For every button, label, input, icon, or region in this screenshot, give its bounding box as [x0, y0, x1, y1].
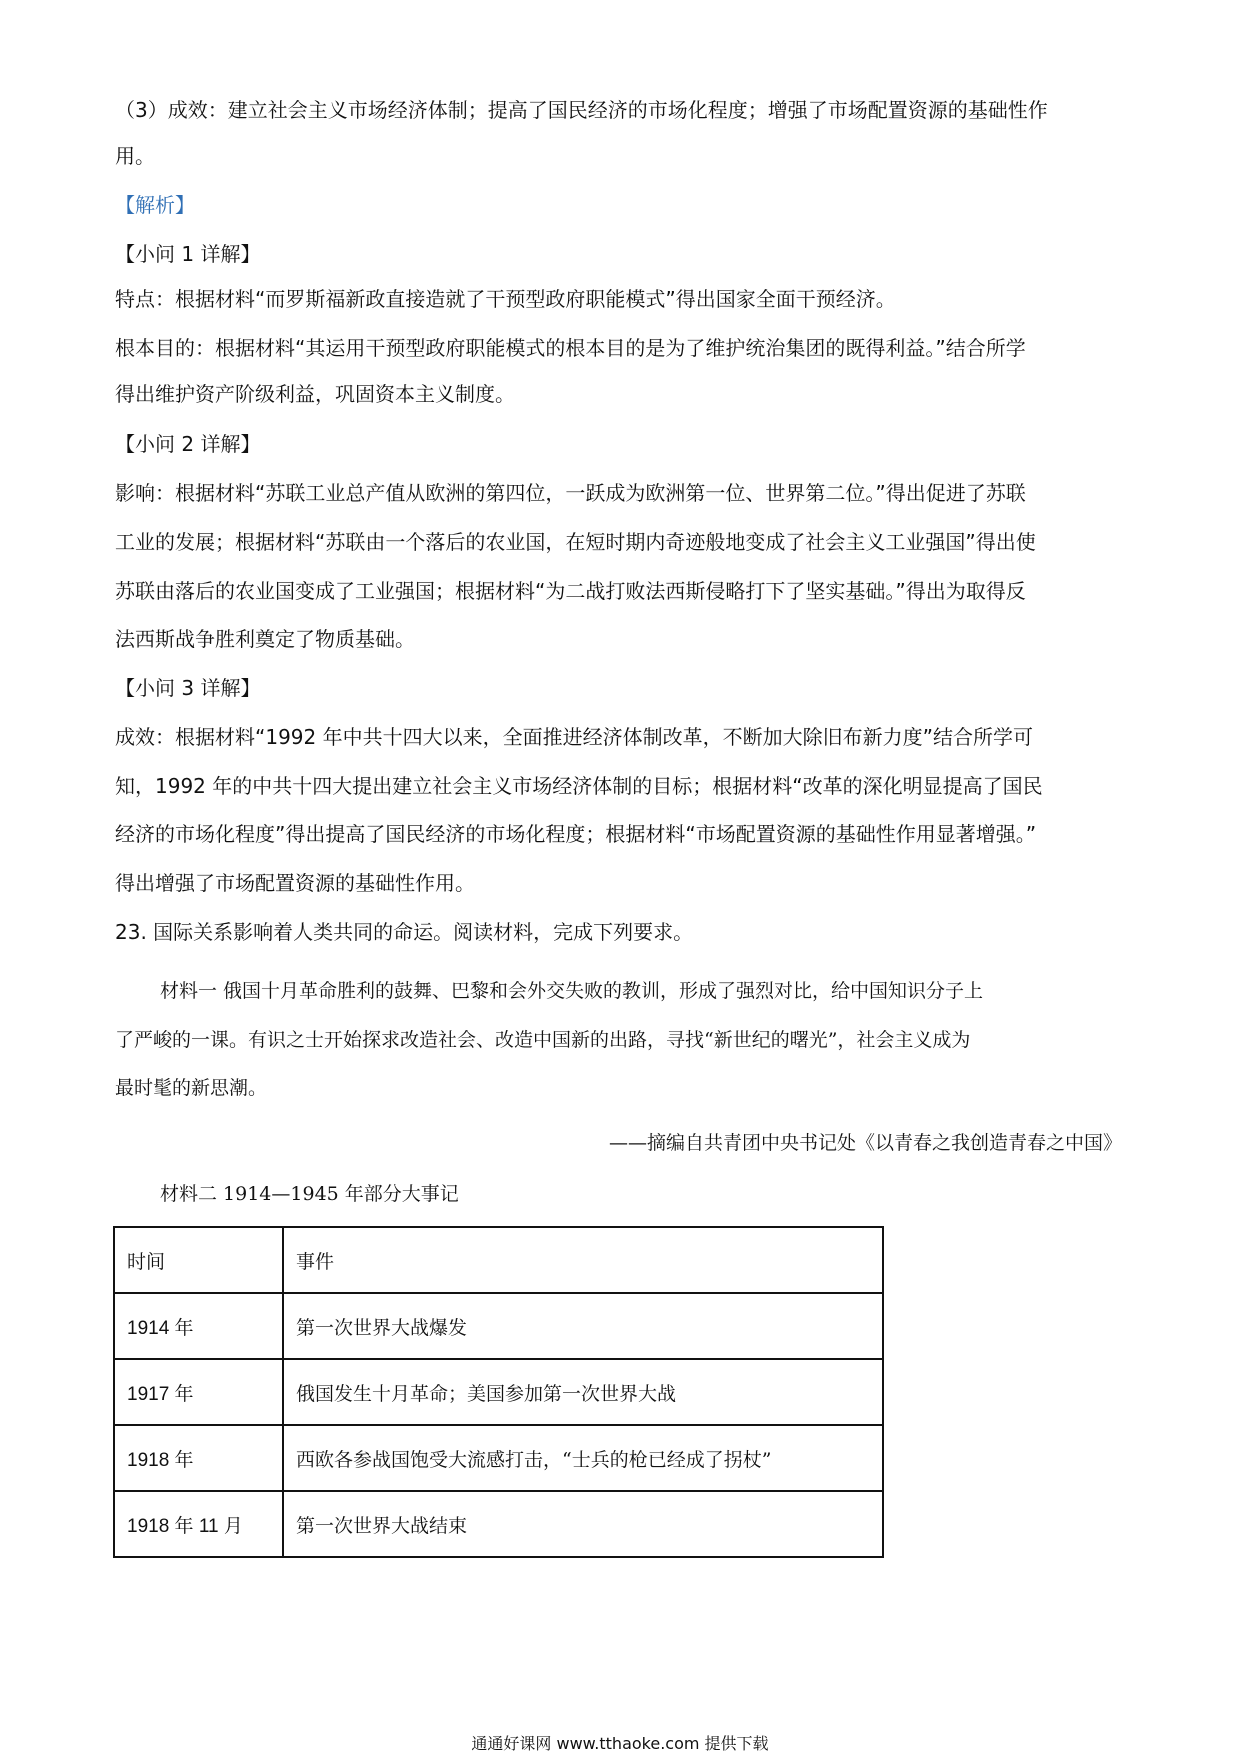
answer-line-2: 用。: [115, 144, 155, 168]
material1-source: ——摘编自共青团中央书记处《以青春之我创造青春之中国》: [608, 1132, 1122, 1154]
table-cell-time: 1917 年: [114, 1359, 283, 1425]
q1-line-1: 特点：根据材料“而罗斯福新政直接造就了干预型政府职能模式”得出国家全面干预经济。: [115, 287, 896, 311]
material1-line-1: 材料一 俄国十月革命胜利的鼓舞、巴黎和会外交失败的教训，形成了强烈对比，给中国知识分子上: [160, 980, 984, 1002]
table-header-time: 时间: [114, 1227, 283, 1293]
q2-line-2: 工业的发展；根据材料“苏联由一个落后的农业国，在短时期内奇迹般地变成了社会主义工业强国”得出使: [115, 530, 1036, 554]
q1-line-3: 得出维护资产阶级利益，巩固资本主义制度。: [115, 382, 515, 406]
events-table: [113, 1226, 884, 1558]
material2-title: 材料二 1914—1945 年部分大事记: [160, 1183, 459, 1205]
q3-heading: 【小问 3 详解】: [115, 676, 261, 700]
q2-line-4: 法西斯战争胜利奠定了物质基础。: [115, 627, 415, 651]
analysis-label: 【解析】: [115, 193, 195, 217]
q2-heading: 【小问 2 详解】: [115, 432, 261, 456]
table-cell-event: 俄国发生十月革命；美国参加第一次世界大战: [283, 1359, 883, 1425]
table-row: [114, 1293, 883, 1359]
table-header-event: 事件: [283, 1227, 883, 1293]
q2-line-3: 苏联由落后的农业国变成了工业强国；根据材料“为二战打败法西斯侵略打下了坚实基础。”得出为取得反: [115, 579, 1026, 603]
material1-line-2: 了严峻的一课。有识之士开始探求改造社会、改造中国新的出路，寻找“新世纪的曙光”，社会主义成为: [115, 1029, 971, 1051]
table-cell-event: 第一次世界大战结束: [283, 1491, 883, 1557]
q3-line-4: 得出增强了市场配置资源的基础性作用。: [115, 871, 475, 895]
table-cell-event: 西欧各参战国饱受大流感打击，“士兵的枪已经成了拐杖”: [283, 1425, 883, 1491]
table-cell-event: 第一次世界大战爆发: [283, 1293, 883, 1359]
table-cell-time: 1918 年: [114, 1425, 283, 1491]
table-cell-time: 1918 年 11 月: [114, 1491, 283, 1557]
q1-heading: 【小问 1 详解】: [115, 242, 261, 266]
question-23: 23. 国际关系影响着人类共同的命运。阅读材料，完成下列要求。: [115, 920, 694, 944]
table-header-row: [114, 1227, 883, 1293]
table-row: [114, 1491, 883, 1557]
q3-line-3: 经济的市场化程度”得出提高了国民经济的市场化程度；根据材料“市场配置资源的基础性作用显著增强。”: [115, 822, 1037, 846]
table-row: [114, 1359, 883, 1425]
q3-line-2: 知，1992 年的中共十四大提出建立社会主义市场经济体制的目标；根据材料“改革的深化明显提高了国民: [115, 774, 1043, 798]
q1-line-2: 根本目的：根据材料“其运用干预型政府职能模式的根本目的是为了维护统治集团的既得利益。”结合所学: [115, 336, 1026, 360]
material1-line-3: 最时髦的新思潮。: [115, 1077, 268, 1099]
answer-line-1: （3）成效：建立社会主义市场经济体制；提高了国民经济的市场化程度；增强了市场配置资源的基础性作: [115, 98, 1048, 122]
table-row: [114, 1425, 883, 1491]
q3-line-1: 成效：根据材料“1992 年中共十四大以来，全面推进经济体制改革，不断加大除旧布新力度”结合所学可: [115, 725, 1033, 749]
page-footer: 通通好课网 www.tthaoke.com 提供下载: [471, 1734, 769, 1753]
table-cell-time: 1914 年: [114, 1293, 283, 1359]
q2-line-1: 影响：根据材料“苏联工业总产值从欧洲的第四位，一跃成为欧洲第一位、世界第二位。”得出促进了苏联: [115, 481, 1026, 505]
